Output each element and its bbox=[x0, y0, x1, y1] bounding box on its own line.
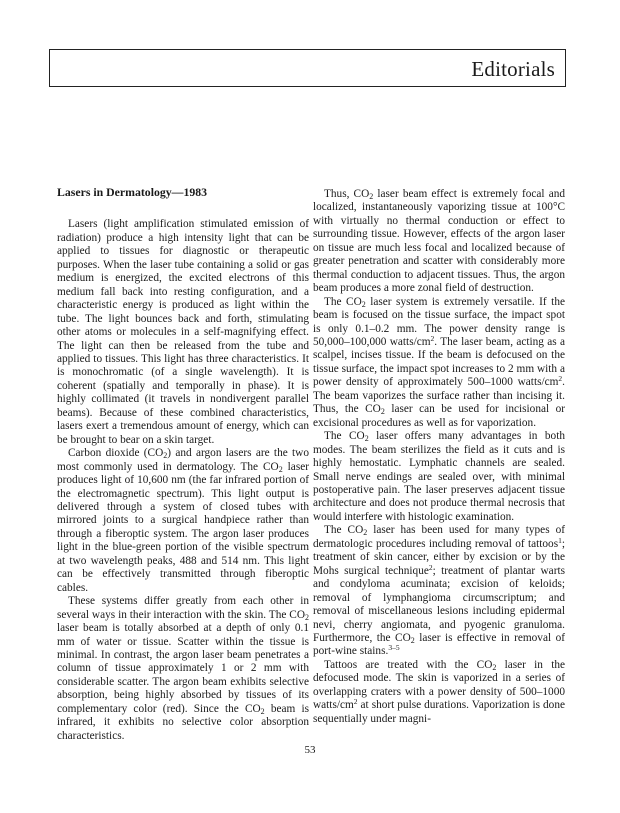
section-title: Editorials bbox=[471, 57, 555, 81]
paragraph: The $CO_2$ laser system is extremely versatile. If the beam is focused on the tissue surface, the impact spot is only 0.1–0.2 mm. The power density range is 50,000–100,000 watts/$cm^2$. The laser beam, acting as a scalpel, incises tissue. If the beam is defocused on the tissue surface, the impact spot increases to 2 mm with a power density of approximately 500–1000 watts/$cm^2$. The beam vaporizes the surface rather than incising it. Thus, the $CO_2$ laser can be used for incisional or excisional procedures as well as for vaporization. bbox=[313, 295, 566, 429]
paragraph: Carbon dioxide $(CO_2)$ and argon lasers are the two most commonly used in dermatology. The $CO_2$ laser produces light of 10,600 nm (the far infrared portion of the electromagnetic spectrum). This light output is delivered through a system of closed tubes with mirrored joints to a surgical handpiece rather than through a fiberoptic system. The argon laser produces light in the blue-green portion of the visible spectrum at two wavelength peaks, 488 and 514 nm. This light can be effectively transmitted through fiberoptic cables. bbox=[57, 447, 309, 594]
paragraph: These systems differ greatly from each other in several ways in their interaction with the skin. The $CO_2$ laser beam is totally absorbed at a depth of only 0.1 mm of water or tissue. Scatter within the tissue is minimal. In contrast, the argon laser beam penetrates a column of tissue approximately 1 or 2 mm with considerable scatter. The argon beam exhibits selective absorption, being highly absorbed by tissues of its complementary color (red). Since the $CO_2$ beam is infrared, it exhibits no selective color absorption characteristics. bbox=[57, 595, 309, 742]
paragraph: Tattoos are treated with the $CO_2$ laser in the defocused mode. The skin is vaporized in a series of overlapping craters with a power density of 500–1000 watts/$cm^2$ at short pulse durations. Vaporization is done sequentially under magni- bbox=[313, 658, 565, 725]
page-number: 53 bbox=[304, 744, 316, 756]
section-header-box bbox=[49, 49, 566, 87]
article-title: Lasers in Dermatology—1983 bbox=[57, 185, 208, 199]
paragraph: The $CO_2$ laser offers many advantages in both modes. The beam sterilizes the field as it cuts and is highly hemostatic. Lymphatic channels are sealed. Small nerve endings are sealed over, with minimal postoperative pain. The laser preserves adjacent tissue architecture and does not produce thermal necrosis that would interfere with histologic examination. bbox=[313, 430, 565, 523]
paragraph: Thus, $CO_2$ laser beam effect is extremely focal and localized, instantaneously vaporizing tissue at 100°C with virtually no thermal conduction or effect to surrounding tissue. However, effects of the argon laser on tissue are much less focal and localized because of greater penetration and scatter with considerably more thermal conduction to adjacent tissues. Thus, the argon beam produces a more zonal field of destruction. bbox=[313, 188, 566, 295]
paragraph: The $CO_2$ laser has been used for many types of dermatologic procedures including removal of tattoos$^1$; treatment of skin cancer, either by excision or by the Mohs surgical technique$^2$; treatment of plantar warts and condyloma acuminata; excision of keloids; removal of lymphangioma circumscriptum; and removal of miscellaneous lesions including epidermal nevi, cherry angiomata, and pyogenic granuloma. Furthermore, the $CO_2$ laser is effective in removal of port-wine stains.$^{3-5}$ bbox=[313, 524, 565, 658]
paragraph: Lasers (light amplification stimulated emission of radiation) produce a high intensity light that can be applied to tissues for diagnostic or therapeutic purposes. When the laser tube containing a solid or gas medium is energized, the excited electrons of this medium fall back into resting configuration, and a characteristic energy is produced as light within the tube. The light bounces back and forth, stimulating other atoms or molecules in a self-magnifying effect. The light can then be released from the tube and applied to tissues. This light has three characteristics. It is monochromatic (of a single wavelength). It is coherent (spatially and temporally in phase). It is highly collimated (it travels in nondivergent parallel beams). Because of these combined characteristics, lasers exert a tremendous amount of energy, which can be brought to bear on a skin target. bbox=[57, 218, 309, 446]
left-column bbox=[57, 186, 309, 743]
right-column bbox=[313, 188, 565, 726]
